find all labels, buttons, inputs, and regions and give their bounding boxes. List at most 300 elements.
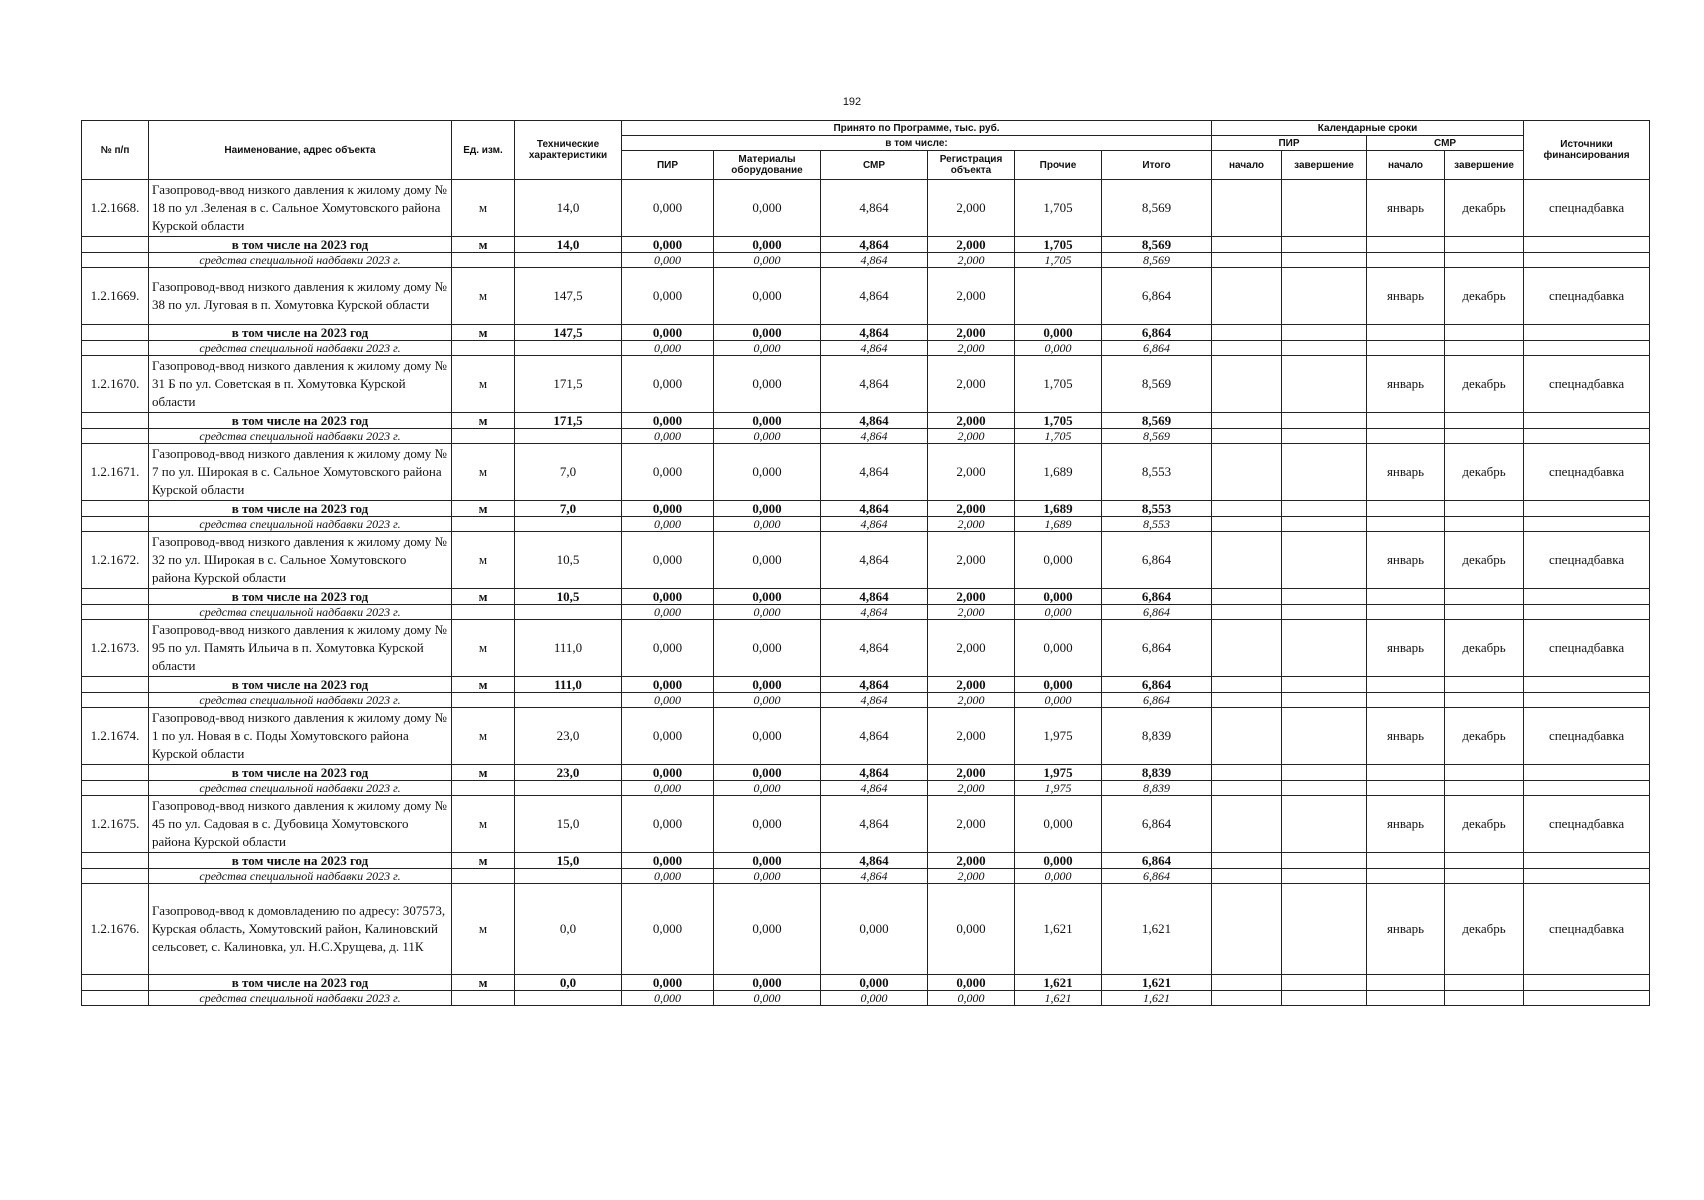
smr-cell: 4,864 (821, 532, 928, 589)
table-header (82, 121, 1650, 180)
total-cell: 6,864 (1102, 869, 1212, 884)
smr-end-cell: декабрь (1445, 708, 1524, 765)
smr-end-cell: декабрь (1445, 268, 1524, 325)
subtotal-row (82, 765, 1650, 781)
tech-cell: 14,0 (515, 180, 622, 237)
source-cell: спецнадбавка (1524, 180, 1650, 237)
unit-cell: м (452, 532, 515, 589)
registration-cell: 2,000 (928, 237, 1015, 253)
registration-cell: 2,000 (928, 589, 1015, 605)
empty-cell (82, 991, 149, 1006)
subtotal-row (82, 237, 1650, 253)
other-cell: 1,705 (1015, 413, 1102, 429)
total-cell: 6,864 (1102, 589, 1212, 605)
pir-end-cell (1282, 796, 1367, 853)
registration-cell: 2,000 (928, 413, 1015, 429)
registration-cell: 0,000 (928, 975, 1015, 991)
smr-cell: 0,000 (821, 975, 928, 991)
empty-cell (82, 517, 149, 532)
subtotal-label: в том числе на 2023 год (149, 677, 452, 693)
row-number: 1.2.1674. (82, 708, 149, 765)
subtotal-label: в том числе на 2023 год (149, 589, 452, 605)
subtotal-row (82, 413, 1650, 429)
materials-cell: 0,000 (714, 429, 821, 444)
pir-cell: 0,000 (622, 975, 714, 991)
registration-cell: 2,000 (928, 429, 1015, 444)
materials-cell: 0,000 (714, 501, 821, 517)
empty-cell (82, 341, 149, 356)
total-cell: 6,864 (1102, 325, 1212, 341)
empty-cell (82, 677, 149, 693)
other-cell: 1,705 (1015, 253, 1102, 268)
object-row (82, 532, 1650, 589)
header-smr-end: завершение (1445, 151, 1524, 180)
unit-cell: м (452, 620, 515, 677)
pir-cell: 0,000 (622, 356, 714, 413)
empty-cell (82, 975, 149, 991)
smr-end-cell: декабрь (1445, 884, 1524, 975)
pir-end-cell (1282, 620, 1367, 677)
unit-cell: м (452, 413, 515, 429)
registration-cell: 2,000 (928, 708, 1015, 765)
tech-cell: 0,0 (515, 975, 622, 991)
unit-cell: м (452, 975, 515, 991)
total-cell: 8,839 (1102, 765, 1212, 781)
smr-cell: 4,864 (821, 708, 928, 765)
subtotal-row (82, 975, 1650, 991)
header-sources: Источники финансирования (1524, 121, 1650, 180)
other-cell: 1,705 (1015, 429, 1102, 444)
total-cell: 8,569 (1102, 237, 1212, 253)
object-row (82, 444, 1650, 501)
tech-cell: 147,5 (515, 325, 622, 341)
subtotal-row (82, 501, 1650, 517)
registration-cell: 2,000 (928, 532, 1015, 589)
header-materials: Материалы оборудование (714, 151, 821, 180)
pir-cell: 0,000 (622, 869, 714, 884)
unit-cell: м (452, 884, 515, 975)
table-body (82, 180, 1650, 1006)
pir-cell: 0,000 (622, 429, 714, 444)
object-row (82, 796, 1650, 853)
source-funds-label: средства специальной надбавки 2023 г. (149, 991, 452, 1006)
tech-cell: 14,0 (515, 237, 622, 253)
materials-cell: 0,000 (714, 532, 821, 589)
tech-cell: 23,0 (515, 708, 622, 765)
unit-cell: м (452, 268, 515, 325)
pir-cell: 0,000 (622, 620, 714, 677)
empty-cell (82, 765, 149, 781)
other-cell: 1,705 (1015, 180, 1102, 237)
registration-cell: 0,000 (928, 884, 1015, 975)
other-cell: 1,705 (1015, 356, 1102, 413)
registration-cell: 2,000 (928, 677, 1015, 693)
header-name: Наименование, адрес объекта (149, 121, 452, 180)
pir-cell: 0,000 (622, 180, 714, 237)
smr-cell: 4,864 (821, 693, 928, 708)
pir-cell: 0,000 (622, 532, 714, 589)
other-cell: 1,975 (1015, 708, 1102, 765)
registration-cell: 2,000 (928, 325, 1015, 341)
smr-cell: 4,864 (821, 853, 928, 869)
program-table (81, 120, 1650, 1006)
smr-cell: 4,864 (821, 796, 928, 853)
registration-cell: 0,000 (928, 991, 1015, 1006)
pir-end-cell (1282, 444, 1367, 501)
other-cell: 0,000 (1015, 589, 1102, 605)
source-cell: спецнадбавка (1524, 884, 1650, 975)
other-cell: 0,000 (1015, 677, 1102, 693)
registration-cell: 2,000 (928, 341, 1015, 356)
other-cell: 1,975 (1015, 781, 1102, 796)
tech-cell: 15,0 (515, 853, 622, 869)
tech-cell: 7,0 (515, 444, 622, 501)
registration-cell: 2,000 (928, 268, 1015, 325)
unit-cell: м (452, 853, 515, 869)
pir-end-cell (1282, 268, 1367, 325)
object-name: Газопровод-ввод низкого давления к жилому дому № 31 Б по ул. Советская в п. Хомутовка Курской области (149, 356, 452, 413)
header-pir-end: завершение (1282, 151, 1367, 180)
total-cell: 8,569 (1102, 429, 1212, 444)
materials-cell: 0,000 (714, 781, 821, 796)
pir-cell: 0,000 (622, 253, 714, 268)
other-cell: 0,000 (1015, 620, 1102, 677)
other-cell: 0,000 (1015, 325, 1102, 341)
other-cell: 1,621 (1015, 991, 1102, 1006)
materials-cell: 0,000 (714, 268, 821, 325)
subtotal-label: в том числе на 2023 год (149, 237, 452, 253)
total-cell: 8,553 (1102, 444, 1212, 501)
materials-cell: 0,000 (714, 693, 821, 708)
source-funds-row (82, 869, 1650, 884)
subtotal-row (82, 325, 1650, 341)
other-cell: 0,000 (1015, 796, 1102, 853)
smr-cell: 4,864 (821, 501, 928, 517)
pir-cell: 0,000 (622, 325, 714, 341)
row-number: 1.2.1670. (82, 356, 149, 413)
unit-cell: м (452, 501, 515, 517)
materials-cell: 0,000 (714, 180, 821, 237)
materials-cell: 0,000 (714, 517, 821, 532)
total-cell: 6,864 (1102, 677, 1212, 693)
smr-start-cell: январь (1367, 532, 1445, 589)
unit-cell: м (452, 180, 515, 237)
source-cell: спецнадбавка (1524, 444, 1650, 501)
pir-cell: 0,000 (622, 884, 714, 975)
smr-cell: 4,864 (821, 237, 928, 253)
smr-cell: 4,864 (821, 765, 928, 781)
unit-cell: м (452, 325, 515, 341)
pir-cell: 0,000 (622, 501, 714, 517)
registration-cell: 2,000 (928, 180, 1015, 237)
empty-cell (82, 589, 149, 605)
header-calendar: Календарные сроки (1212, 121, 1524, 136)
header-total: Итого (1102, 151, 1212, 180)
other-cell: 1,621 (1015, 975, 1102, 991)
total-cell: 8,569 (1102, 413, 1212, 429)
tech-cell: 147,5 (515, 268, 622, 325)
other-cell: 1,689 (1015, 501, 1102, 517)
pir-cell: 0,000 (622, 413, 714, 429)
materials-cell: 0,000 (714, 341, 821, 356)
tech-cell: 111,0 (515, 620, 622, 677)
total-cell: 6,864 (1102, 693, 1212, 708)
subtotal-label: в том числе на 2023 год (149, 975, 452, 991)
smr-cell: 4,864 (821, 677, 928, 693)
source-funds-row (82, 517, 1650, 532)
pir-cell: 0,000 (622, 237, 714, 253)
total-cell: 8,553 (1102, 517, 1212, 532)
subtotal-label: в том числе на 2023 год (149, 413, 452, 429)
object-name: Газопровод-ввод низкого давления к жилому дому № 38 по ул. Луговая в п. Хомутовка Курской области (149, 268, 452, 325)
source-funds-row (82, 693, 1650, 708)
materials-cell: 0,000 (714, 589, 821, 605)
source-funds-label: средства специальной надбавки 2023 г. (149, 429, 452, 444)
materials-cell: 0,000 (714, 869, 821, 884)
subtotal-label: в том числе на 2023 год (149, 501, 452, 517)
object-name: Газопровод-ввод низкого давления к жилому дому № 32 по ул. Широкая в с. Сальное Хомутовского района Курской области (149, 532, 452, 589)
header-pir: ПИР (622, 151, 714, 180)
tech-cell: 15,0 (515, 796, 622, 853)
smr-end-cell: декабрь (1445, 356, 1524, 413)
source-funds-label: средства специальной надбавки 2023 г. (149, 253, 452, 268)
smr-cell: 4,864 (821, 517, 928, 532)
unit-cell: м (452, 765, 515, 781)
header-smr: СМР (821, 151, 928, 180)
materials-cell: 0,000 (714, 237, 821, 253)
materials-cell: 0,000 (714, 677, 821, 693)
object-row (82, 356, 1650, 413)
total-cell: 8,553 (1102, 501, 1212, 517)
smr-cell: 0,000 (821, 991, 928, 1006)
object-row (82, 620, 1650, 677)
other-cell: 1,689 (1015, 444, 1102, 501)
smr-start-cell: январь (1367, 708, 1445, 765)
smr-cell: 4,864 (821, 869, 928, 884)
source-funds-row (82, 605, 1650, 620)
registration-cell: 2,000 (928, 517, 1015, 532)
pir-cell: 0,000 (622, 444, 714, 501)
source-cell: спецнадбавка (1524, 532, 1650, 589)
materials-cell: 0,000 (714, 356, 821, 413)
source-funds-label: средства специальной надбавки 2023 г. (149, 781, 452, 796)
other-cell: 0,000 (1015, 693, 1102, 708)
object-name: Газопровод-ввод низкого давления к жилому дому № 45 по ул. Садовая в с. Дубовица Хомутовского района Курской области (149, 796, 452, 853)
smr-end-cell: декабрь (1445, 444, 1524, 501)
header-unit: Ед. изм. (452, 121, 515, 180)
row-number: 1.2.1671. (82, 444, 149, 501)
object-name: Газопровод-ввод низкого давления к жилому дому № 95 по ул. Память Ильича в п. Хомутовка Курской области (149, 620, 452, 677)
other-cell: 1,705 (1015, 237, 1102, 253)
total-cell: 6,864 (1102, 796, 1212, 853)
pir-end-cell (1282, 884, 1367, 975)
pir-start-cell (1212, 708, 1282, 765)
empty-cell (82, 501, 149, 517)
source-funds-row (82, 253, 1650, 268)
unit-cell: м (452, 796, 515, 853)
subtotal-label: в том числе на 2023 год (149, 765, 452, 781)
object-name: Газопровод-ввод низкого давления к жилому дому № 18 по ул .Зеленая в с. Сальное Хомутовского района Курской области (149, 180, 452, 237)
unit-cell: м (452, 708, 515, 765)
other-cell: 1,621 (1015, 884, 1102, 975)
other-cell (1015, 268, 1102, 325)
pir-cell: 0,000 (622, 517, 714, 532)
source-cell: спецнадбавка (1524, 796, 1650, 853)
empty-cell (82, 325, 149, 341)
materials-cell: 0,000 (714, 853, 821, 869)
subtotal-label: в том числе на 2023 год (149, 325, 452, 341)
pir-start-cell (1212, 620, 1282, 677)
unit-cell: м (452, 237, 515, 253)
smr-cell: 4,864 (821, 268, 928, 325)
empty-cell (82, 869, 149, 884)
smr-cell: 4,864 (821, 781, 928, 796)
empty-cell (82, 253, 149, 268)
registration-cell: 2,000 (928, 853, 1015, 869)
total-cell: 8,569 (1102, 180, 1212, 237)
header-other: Прочие (1015, 151, 1102, 180)
source-cell: спецнадбавка (1524, 708, 1650, 765)
smr-start-cell: январь (1367, 444, 1445, 501)
total-cell: 8,569 (1102, 253, 1212, 268)
row-number: 1.2.1675. (82, 796, 149, 853)
total-cell: 6,864 (1102, 532, 1212, 589)
smr-cell: 4,864 (821, 429, 928, 444)
registration-cell: 2,000 (928, 620, 1015, 677)
smr-cell: 0,000 (821, 884, 928, 975)
smr-end-cell: декабрь (1445, 796, 1524, 853)
empty-cell (82, 605, 149, 620)
empty-cell (82, 429, 149, 444)
subtotal-row (82, 853, 1650, 869)
materials-cell: 0,000 (714, 413, 821, 429)
pir-cell: 0,000 (622, 765, 714, 781)
header-tech: Технические характеристики (515, 121, 622, 180)
empty-cell (82, 853, 149, 869)
pir-cell: 0,000 (622, 589, 714, 605)
materials-cell: 0,000 (714, 796, 821, 853)
total-cell: 6,864 (1102, 268, 1212, 325)
materials-cell: 0,000 (714, 991, 821, 1006)
registration-cell: 2,000 (928, 869, 1015, 884)
pir-start-cell (1212, 268, 1282, 325)
smr-cell: 4,864 (821, 444, 928, 501)
smr-start-cell: январь (1367, 884, 1445, 975)
pir-start-cell (1212, 180, 1282, 237)
source-funds-label: средства специальной надбавки 2023 г. (149, 605, 452, 620)
other-cell: 0,000 (1015, 532, 1102, 589)
smr-start-cell: январь (1367, 620, 1445, 677)
header-including: в том числе: (622, 136, 1212, 151)
row-number: 1.2.1669. (82, 268, 149, 325)
pir-cell: 0,000 (622, 796, 714, 853)
unit-cell: м (452, 677, 515, 693)
other-cell: 1,689 (1015, 517, 1102, 532)
smr-cell: 4,864 (821, 605, 928, 620)
materials-cell: 0,000 (714, 975, 821, 991)
tech-cell: 10,5 (515, 589, 622, 605)
materials-cell: 0,000 (714, 884, 821, 975)
page-number: 192 (842, 96, 862, 108)
other-cell: 0,000 (1015, 341, 1102, 356)
tech-cell: 7,0 (515, 501, 622, 517)
pir-cell: 0,000 (622, 341, 714, 356)
smr-cell: 4,864 (821, 253, 928, 268)
subtotal-row (82, 677, 1650, 693)
smr-start-cell: январь (1367, 180, 1445, 237)
source-funds-label: средства специальной надбавки 2023 г. (149, 517, 452, 532)
header-smr-start: начало (1367, 151, 1445, 180)
smr-cell: 4,864 (821, 356, 928, 413)
total-cell: 1,621 (1102, 884, 1212, 975)
pir-cell: 0,000 (622, 268, 714, 325)
tech-cell: 23,0 (515, 765, 622, 781)
header-accepted: Принято по Программе, тыс. руб. (622, 121, 1212, 136)
total-cell: 1,621 (1102, 991, 1212, 1006)
smr-start-cell: январь (1367, 356, 1445, 413)
total-cell: 8,569 (1102, 356, 1212, 413)
pir-start-cell (1212, 532, 1282, 589)
source-funds-row (82, 429, 1650, 444)
smr-cell: 4,864 (821, 341, 928, 356)
tech-cell: 0,0 (515, 884, 622, 975)
tech-cell: 171,5 (515, 413, 622, 429)
registration-cell: 2,000 (928, 796, 1015, 853)
object-name: Газопровод-ввод к домовладению по адресу: 307573, Курская область, Хомутовский район, Калиновский сельсовет, с. Калиновка, ул. Н.С.Хрущева, д. 11К (149, 884, 452, 975)
row-number: 1.2.1673. (82, 620, 149, 677)
source-funds-label: средства специальной надбавки 2023 г. (149, 341, 452, 356)
registration-cell: 2,000 (928, 605, 1015, 620)
pir-end-cell (1282, 180, 1367, 237)
materials-cell: 0,000 (714, 765, 821, 781)
header-registration: Регистрация объекта (928, 151, 1015, 180)
object-name: Газопровод-ввод низкого давления к жилому дому № 1 по ул. Новая в с. Поды Хомутовского района Курской области (149, 708, 452, 765)
tech-cell: 111,0 (515, 677, 622, 693)
pir-start-cell (1212, 796, 1282, 853)
total-cell: 6,864 (1102, 620, 1212, 677)
empty-cell (82, 693, 149, 708)
subtotal-row (82, 589, 1650, 605)
smr-start-cell: январь (1367, 268, 1445, 325)
header-cal-smr: СМР (1367, 136, 1524, 151)
smr-end-cell: декабрь (1445, 620, 1524, 677)
registration-cell: 2,000 (928, 356, 1015, 413)
source-funds-label: средства специальной надбавки 2023 г. (149, 869, 452, 884)
total-cell: 8,839 (1102, 781, 1212, 796)
other-cell: 0,000 (1015, 605, 1102, 620)
source-cell: спецнадбавка (1524, 356, 1650, 413)
registration-cell: 2,000 (928, 781, 1015, 796)
header-cal-pir: ПИР (1212, 136, 1367, 151)
smr-cell: 4,864 (821, 325, 928, 341)
registration-cell: 2,000 (928, 253, 1015, 268)
total-cell: 8,839 (1102, 708, 1212, 765)
materials-cell: 0,000 (714, 444, 821, 501)
other-cell: 0,000 (1015, 853, 1102, 869)
pir-cell: 0,000 (622, 693, 714, 708)
unit-cell: м (452, 444, 515, 501)
smr-cell: 4,864 (821, 180, 928, 237)
source-cell: спецнадбавка (1524, 268, 1650, 325)
total-cell: 6,864 (1102, 853, 1212, 869)
total-cell: 1,621 (1102, 975, 1212, 991)
row-number: 1.2.1676. (82, 884, 149, 975)
empty-cell (82, 237, 149, 253)
materials-cell: 0,000 (714, 708, 821, 765)
empty-cell (82, 781, 149, 796)
row-number: 1.2.1672. (82, 532, 149, 589)
source-funds-row (82, 341, 1650, 356)
